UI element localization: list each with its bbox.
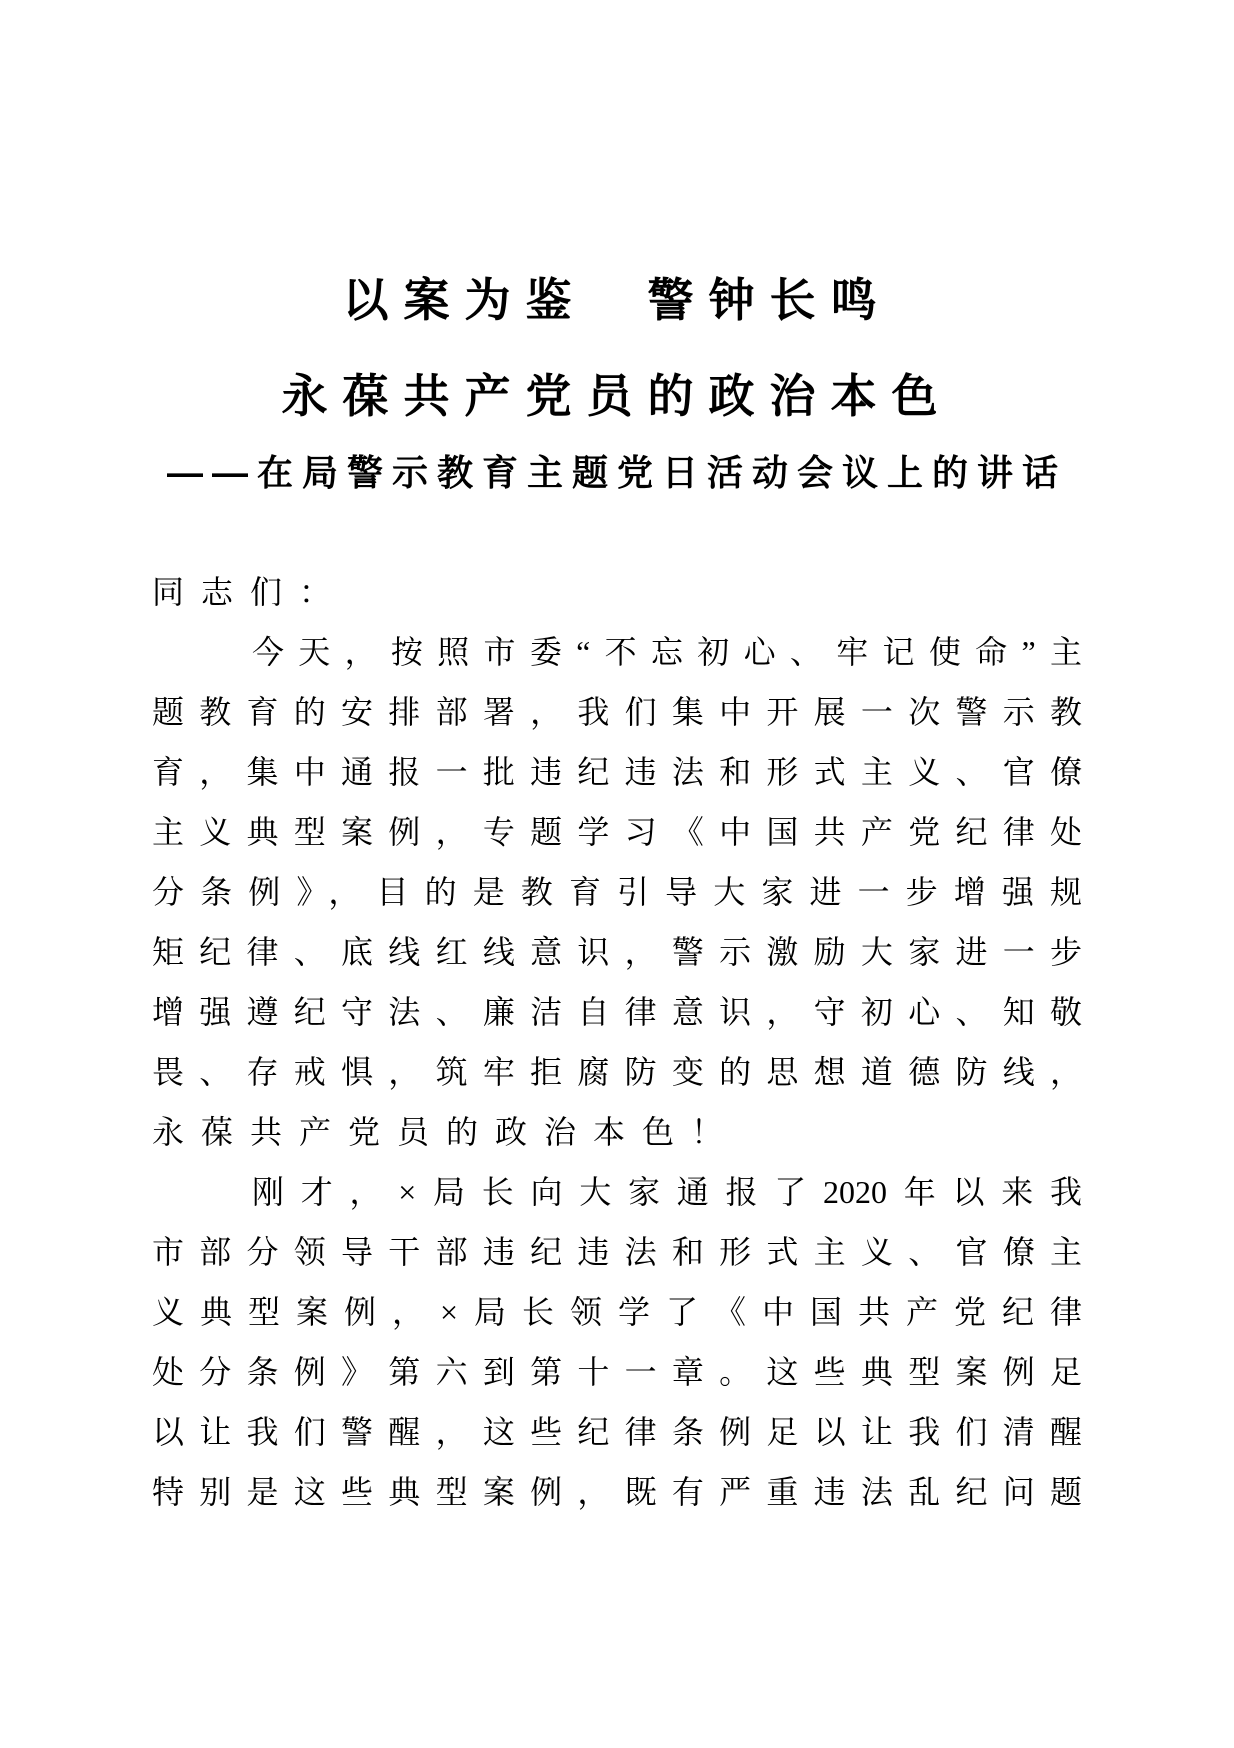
body-line: 今天，按照市委“不忘初心、牢记使命”主 bbox=[252, 634, 1082, 670]
body-line: 矩纪律、底线红线意识，警示激励大家进一步 bbox=[152, 934, 1082, 970]
document-title-line2: 永葆共产党员的政治本色 bbox=[281, 370, 953, 422]
paragraphs-container bbox=[152, 622, 1082, 1522]
document-content bbox=[152, 0, 1082, 1522]
body-line: 畏、存戒惧，筑牢拒腐防变的思想道德防线， bbox=[152, 1054, 1082, 1090]
body-line: 义典型案例，×局长领学了《中国共产党纪律 bbox=[152, 1294, 1082, 1330]
body-line: 育，集中通报一批违纪违法和形式主义、官僚 bbox=[152, 754, 1082, 790]
body-line: 主义典型案例，专题学习《中国共产党纪律处 bbox=[152, 814, 1082, 850]
body-line: 特别是这些典型案例，既有严重违法乱纪问题 bbox=[152, 1474, 1082, 1510]
body-line: 处分条例》第六到第十一章。这些典型案例足 bbox=[152, 1354, 1082, 1390]
body-line: 刚才，×局长向大家通报了2020年以来我 bbox=[252, 1174, 1082, 1210]
title-block bbox=[152, 0, 1082, 492]
document-title-line1: 以案为鉴 警钟长鸣 bbox=[342, 274, 892, 326]
body-line: 分条例》，目的是教育引导大家进一步增强规 bbox=[152, 874, 1082, 910]
body-line: 增强遵纪守法、廉洁自律意识，守初心、知敬 bbox=[152, 994, 1082, 1030]
salutation-line: 同志们： bbox=[152, 574, 349, 610]
body-line: 题教育的安排部署，我们集中开展一次警示教 bbox=[152, 694, 1082, 730]
document-body bbox=[152, 562, 1082, 1522]
body-line: 市部分领导干部违纪违法和形式主义、官僚主 bbox=[152, 1234, 1082, 1270]
body-line: 永葆共产党员的政治本色！ bbox=[152, 1114, 741, 1150]
document-subtitle: ——在局警示教育主题党日活动会议上的讲话 bbox=[166, 452, 1067, 493]
body-line: 以让我们警醒，这些纪律条例足以让我们清醒 bbox=[152, 1414, 1082, 1450]
